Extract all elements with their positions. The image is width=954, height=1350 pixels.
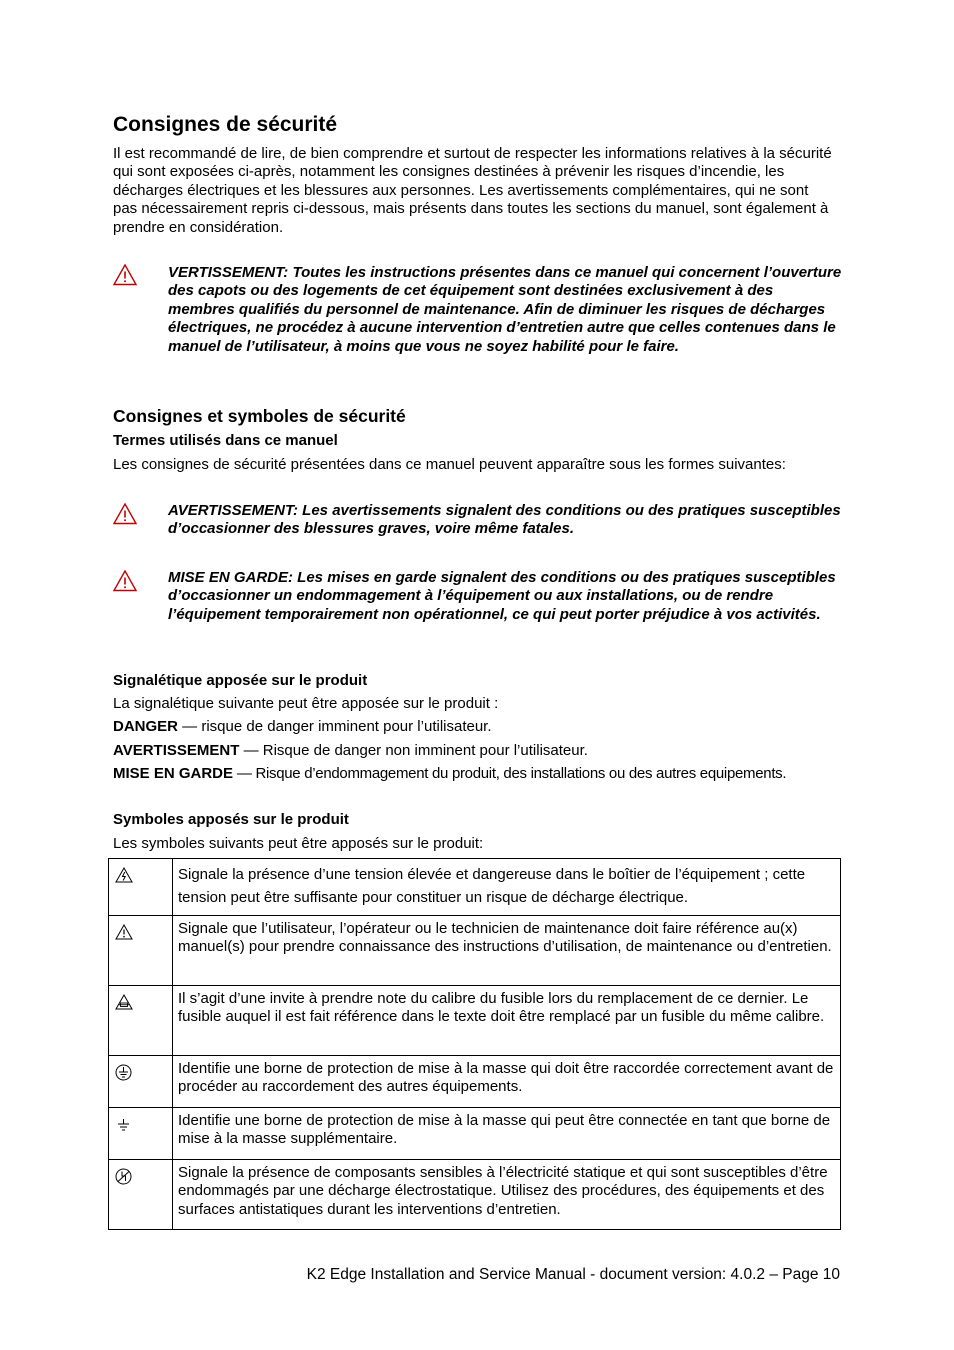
symbol-description: Signale la présence de composants sensibles à l’électricité statique et qui sont susceptibles d’être endommagés par une décharge électrostatique. Utilisez des procédures, des équipements et des surfaces antistatiques durant les interventions d’entretien. xyxy=(173,1160,841,1230)
terms-heading: Termes utilisés dans ce manuel xyxy=(113,432,338,449)
protective-earth-icon xyxy=(115,1064,132,1081)
symbol-description: Signale que l’utilisateur, l’opérateur ou le technicien de maintenance doit faire référence au(x) manuel(s) pour prendre connaissance des instructions d’utilisation, de maintenance ou d’entretien. xyxy=(173,916,841,986)
table-row xyxy=(109,986,841,1056)
terms-text: Les consignes de sécurité présentées dans ce manuel peuvent apparaître sous les formes suivantes: xyxy=(113,456,786,473)
symbols-text: Les symboles suivants peut être apposés sur le produit: xyxy=(113,835,484,852)
page-title: Consignes de sécurité xyxy=(113,113,338,136)
symbol-description: Identifie une borne de protection de mise à la masse qui doit être raccordée correctement avant de procéder au raccordement des autres équipements. xyxy=(173,1056,841,1108)
warning-mise-en-garde: MISE EN GARDE: Les mises en garde signalent des conditions ou des pratiques susceptibles d’occasionner un endommagement à l’équipement ou aux installations, ou de rendre l’équipement temporairement non opérationnel, ce qui peut porter préjudice à vos activités. xyxy=(168,569,836,623)
table-row xyxy=(109,1108,841,1160)
intro-paragraph: Il est recommandé de lire, de bien comprendre et surtout de respecter les informations relatives à la sécurité qui sont exposées ci-après, notamment les consignes destinées à prévenir les risques d’incendie, les décharges électriques et les blessures aux personnes. Les avertissements complémentaires, qui ne sont pas nécessairement repris ci-dessous, mais présents dans toutes les sections du manuel, sont également à prendre en considération. xyxy=(113,145,832,236)
signage-danger: DANGER — risque de danger imminent pour l’utilisateur. xyxy=(113,718,492,735)
section-title: Consignes et symboles de sécurité xyxy=(113,406,406,426)
fuse-icon xyxy=(115,994,133,1010)
signage-heading: Signalétique apposée sur le produit xyxy=(113,672,368,689)
caution-icon xyxy=(115,924,133,940)
symbols-table xyxy=(108,858,841,1230)
table-row xyxy=(109,859,841,916)
warning-ouverture: VERTISSEMENT: Toutes les instructions présentes dans ce manuel qui concernent l’ouverture des capots ou des logements de cet équipement sont destinées exclusivement à des membres qualifiés du personnel de maintenance. Afin de diminuer les risques de décharges électriques, ne procédez à aucune intervention d’entretien autre que celles contenues dans le manuel de l’utilisateur, à moins que vous ne soyez habilité pour le faire. xyxy=(168,264,842,355)
signage-text: La signalétique suivante peut être apposée sur le produit : xyxy=(113,695,499,712)
warning-triangle-icon xyxy=(113,264,137,286)
table-row xyxy=(109,1056,841,1108)
signage-avertissement: AVERTISSEMENT — Risque de danger non imminent pour l’utilisateur. xyxy=(113,742,588,759)
esd-icon xyxy=(115,1168,132,1185)
warning-triangle-icon xyxy=(113,503,137,525)
table-row xyxy=(109,1160,841,1230)
symbol-description: Signale la présence d’une tension élevée et dangereuse dans le boîtier de l’équipement ; cette tension peut être suffisante pour constituer un risque de décharge électrique. xyxy=(173,859,841,916)
high-voltage-icon xyxy=(115,867,133,883)
symbol-description: Identifie une borne de protection de mise à la masse qui peut être connectée en tant que borne de mise à la masse supplémentaire. xyxy=(173,1108,841,1160)
symbols-heading: Symboles apposés sur le produit xyxy=(113,811,349,828)
page-footer: K2 Edge Installation and Service Manual - document version: 4.0.2 – Page 10 xyxy=(306,1266,840,1283)
ground-icon xyxy=(115,1116,132,1133)
symbol-description: Il s’agit d’une invite à prendre note du calibre du fusible lors du remplacement de ce dernier. Le fusible auquel il est fait référence dans le texte doit être remplacé par un fusible du même calibre. xyxy=(173,986,841,1056)
table-row xyxy=(109,916,841,986)
signage-mise-en-garde: MISE EN GARDE — Risque d’endommagement du produit, des installations ou des autres equipements. xyxy=(113,765,787,782)
warning-avertissement: AVERTISSEMENT: Les avertissements signalent des conditions ou des pratiques susceptibles d’occasionner des blessures graves, voire même fatales. xyxy=(168,502,841,538)
warning-triangle-icon xyxy=(113,570,137,592)
